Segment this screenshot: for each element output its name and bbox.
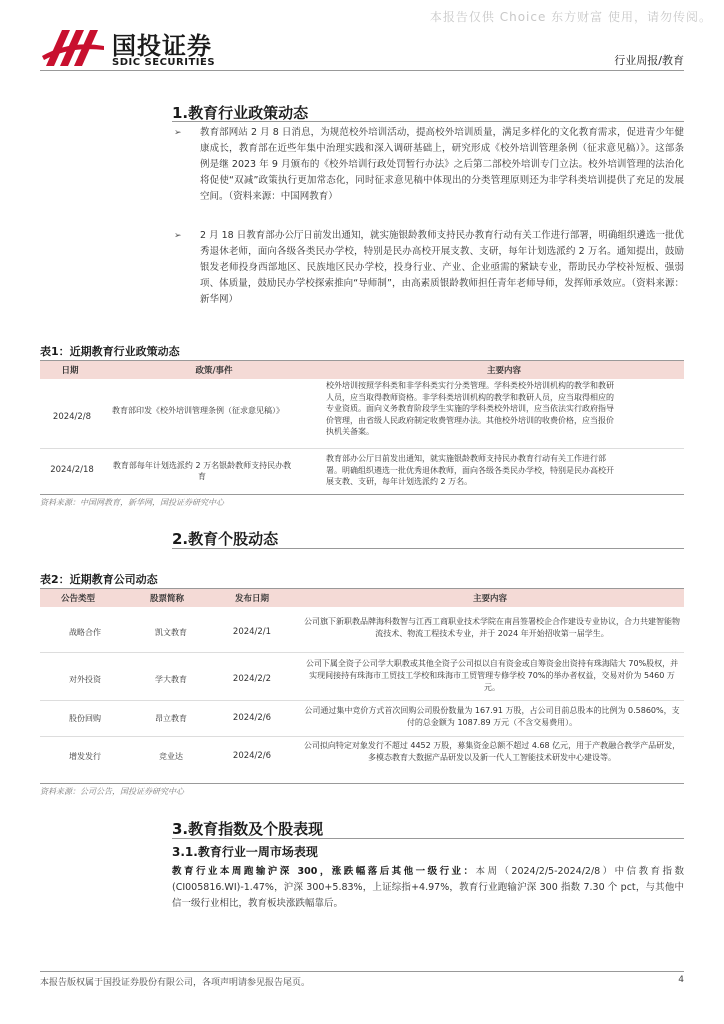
table-1-content: 校外培训按照学科类和非学科类实行分类管理。学科类校外培训机构的教学和教研人员，应当取得教师资格。非学科类培训机构的教学和教研人员，应当取得相应的专业资质。面向义务教育阶段学生实施的学科类校外培训，应当依法实行政府指导价管理，由省级人民政府制定收费管理办法。其他校外培训的收费价格，应当报价执机关备案。 (326, 381, 614, 436)
table-1-header-event: 政策/事件 (195, 366, 233, 376)
report-type: 行业周报/教育 (614, 54, 684, 67)
table-2-header (40, 589, 684, 607)
section-3-1-title: 3.1.教育行业一周市场表现 (172, 845, 318, 859)
table-2-type: 对外投资 (69, 675, 101, 684)
footer-disclaimer: 本报告版权属于国投证券股份有限公司，各项声明请参见报告尾页。 (40, 978, 311, 988)
table-2-bottom-rule (40, 783, 684, 784)
table-2-date: 2024/2/1 (232, 627, 272, 637)
table-2-stock: 凯文教育 (155, 628, 187, 637)
section-1-title: 1.教育行业政策动态 (172, 104, 309, 122)
footer-divider (40, 971, 684, 972)
bullet-icon: ➢ (174, 128, 182, 138)
market-performance-paragraph (172, 864, 684, 912)
table-row-divider (40, 448, 684, 449)
market-performance-lead: 教育行业本周跑输沪深 300，涨跌幅落后其他一级行业： (172, 866, 476, 877)
policy-paragraph-1: 教育部网站 2 月 8 日消息，为规范校外培训活动，提高校外培训质量，满足多样化的文化教育需求，促进青少年健康成长，教育部在近些年集中治理实践和深入调研基础上，研究形成《校外培训管理条例（征求意见稿）》。这部条例是继 2023 年 9 月颁布的《校外培训行政处罚暂行办法》之后第二部校外培训专门立法。校外培训管理的法治化将促使“双减”政策执行更加常态化，同时征求意见稿中体现出的分类管理原则还为非学科类培训提供了充足的发展空间。（资料来源：中国网教育） (200, 127, 684, 202)
table-2-date: 2024/2/6 (232, 751, 272, 761)
table-2-title: 表2：近期教育公司动态 (40, 573, 158, 586)
page-number: 4 (678, 975, 684, 985)
section-2-title: 2.教育个股动态 (172, 530, 279, 548)
section-3-underline (172, 838, 684, 839)
table-2-header-type: 公告类型 (60, 594, 95, 604)
table-2-stock: 学大教育 (155, 675, 187, 684)
table-2-type: 战略合作 (69, 628, 101, 637)
section-2-underline (172, 548, 684, 549)
table-1-header (40, 361, 684, 379)
section-3-title: 3.教育指数及个股表现 (172, 820, 324, 838)
table-1-source: 资料来源：中国网教育，新华网，国投证券研究中心 (40, 498, 224, 507)
table-2-header-stock: 股票简称 (149, 594, 184, 604)
table-row-divider (40, 736, 684, 737)
table-2-stock: 竞业达 (159, 752, 183, 761)
table-row-divider (40, 700, 684, 701)
section-1-underline (172, 121, 684, 122)
table-2-date: 2024/2/6 (232, 713, 272, 723)
header-divider (40, 70, 684, 71)
table-1-event: 教育部印发《校外培训管理条例（征求意见稿）》 (112, 406, 284, 415)
table-2-header-date: 发布日期 (234, 594, 269, 604)
table-2-content: 公司下属全资子公司学大职教或其他全资子公司拟以自有资金或自筹资金出资持有珠海陆大 70%股权，并实现间接持有珠海市工贸技工学校和珠海市工贸管理专修学校 70%的举办者权益，交易对价为 5460 万元。 (305, 659, 679, 692)
table-2-header-content: 主要内容 (472, 594, 507, 604)
table-1-header-content: 主要内容 (486, 366, 521, 376)
table-1-header-date: 日期 (61, 366, 79, 376)
watermark: 本报告仅供 Choice 东方财富 使用，请勿传阅。 (429, 10, 712, 24)
table-2-content: 公司拟向特定对象发行不超过 4452 万股，募集资金总额不超过 4.68 亿元，用于产教融合教学产品研发，多模态教育大数据产品研发以及新一代人工智能技术研发中心建设等。 (303, 741, 681, 762)
brand-logo (40, 26, 106, 70)
brand-name-cn: 国投证券 (112, 32, 212, 60)
table-row-divider (40, 652, 684, 653)
table-2-type: 增发发行 (69, 752, 101, 761)
bullet-icon: ➢ (174, 231, 182, 241)
table-1-bottom-rule (40, 494, 684, 495)
table-2-stock: 昂立教育 (155, 714, 187, 723)
table-2-source: 资料来源：公司公告，国投证券研究中心 (40, 787, 184, 796)
brand-name-en: SDIC SECURITIES (112, 57, 216, 68)
table-2-content: 公司通过集中竞价方式首次回购公司股份数量为 167.91 万股，占公司目前总股本的比例为 0.5860%，支付的总金额为 1087.89 万元（不含交易费用）。 (304, 706, 680, 727)
table-2-date: 2024/2/2 (232, 674, 272, 684)
table-2-type: 股份回购 (69, 714, 101, 723)
table-1-event: 教育部每年计划选派约 2 万名银龄教师支持民办教育 (112, 461, 292, 481)
market-performance-text: 本周（2024/2/5-2024/2/8）中信教育指数(CI005816.WI)-1.47%，沪深 300+5.83%，上证综指+4.97%，教育行业跑输沪深 300 指数 7.30 个 pct，与其他中信一级行业相比，教育板块涨跌幅靠后。 (172, 866, 685, 909)
policy-paragraph-2: 2 月 18 日教育部办公厅日前发出通知，就实施银龄教师支持民办教育行动有关工作进行部署，明确组织遴选一批优秀退休老师，面向各级各类民办学校，特别是民办高校开展支教、支研，每年计划选派约 2 万名。通知提出，鼓励银发老师投身西部地区、民族地区民办学校，投身行业、产业、企业亟需的紧缺专业，帮助民办学校补短板、强弱项、体质量，鼓励民办学校探索推向“导师制”，由高素质银龄教师担任青年老师导师，发挥师承效应。（资料来源：新华网） (200, 230, 684, 305)
table-1-date: 2024/2/8 (52, 412, 92, 422)
table-1-content: 教育部办公厅日前发出通知，就实施银龄教师支持民办教育行动有关工作进行部署。明确组织遴选一批优秀退休教师，面向各级各类民办学校，特别是民办高校开展支教、支研，每年计划选派约 2 万名。 (326, 454, 614, 486)
table-1-date: 2024/2/18 (50, 465, 94, 475)
table-1-title: 表1：近期教育行业政策动态 (40, 345, 180, 358)
logo-mark-icon (40, 26, 106, 70)
table-2-content: 公司旗下新职教品牌海科数智与江西工商职业技术学院在南昌签署校企合作建设专业协议，合力共建智能物流技术、物流工程技术专业，并于 2024 年开始招收第一届学生。 (304, 617, 680, 638)
